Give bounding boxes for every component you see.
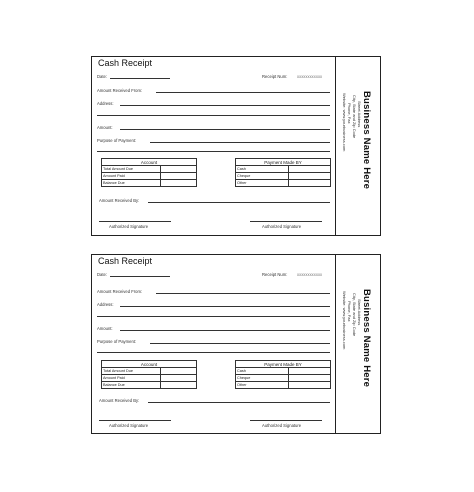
date-label: Date: [97,272,108,277]
receipt-num-label: Receipt Num: [262,272,288,277]
date-line[interactable] [110,276,170,277]
account-row-value[interactable] [161,368,197,375]
payment-row-label: Cheque [236,173,289,180]
business-city: City, State and Zip Code [352,95,357,139]
payment-row-value[interactable] [289,166,331,173]
cash-receipt-2 [91,254,381,434]
signature-line-left[interactable] [99,420,171,421]
business-street: Street Address [357,299,362,326]
business-name-text: Business Name Here [361,289,372,388]
receipt-title: Cash Receipt [98,256,153,266]
table-row [102,166,197,173]
purpose-line-2[interactable] [97,151,330,152]
receipt-main-section [92,57,335,235]
payment-row-value[interactable] [289,375,331,382]
account-row-value[interactable] [161,382,197,389]
table-row [102,173,197,180]
account-row-value[interactable] [161,180,197,187]
account-row-label: Balance Due [102,180,161,187]
date-line[interactable] [110,78,170,79]
business-stub [335,255,381,433]
purpose-line-2[interactable] [97,352,330,353]
business-phone: Phone, Fax [347,301,352,322]
account-header: Account [102,361,197,368]
received-by-line[interactable] [148,202,330,203]
received-by-line[interactable] [148,402,330,403]
cash-receipt-1 [91,56,381,236]
business-city: City, State and Zip Code [352,293,357,337]
table-row [236,368,331,375]
payment-row-label: Other [236,180,289,187]
table-row [236,382,331,389]
account-row-label: Total Amount Due [102,166,161,173]
account-row-label: Amount Paid [102,375,161,382]
payment-header: Payment Made BY [236,159,331,166]
purpose-label: Purpose of Payment: [97,138,137,143]
payment-header: Payment Made BY [236,361,331,368]
receipt-num-label: Receipt Num: [262,74,288,79]
receipt-main-section [92,255,335,433]
account-row-value[interactable] [161,173,197,180]
signature-line-right[interactable] [250,420,322,421]
payment-row-value[interactable] [289,173,331,180]
purpose-line-1[interactable] [150,142,330,143]
account-row-label: Balance Due [102,382,161,389]
address-label: Address: [97,302,114,307]
payment-row-label: Cash [236,368,289,375]
account-table [101,158,197,187]
business-website: Website: www.yourbusiness.com [342,291,347,350]
payment-row-value[interactable] [289,368,331,375]
received-by-label: Amount Received By: [99,198,140,203]
table-row [236,173,331,180]
received-by-label: Amount Received By: [99,398,140,403]
amount-line[interactable] [120,129,330,130]
address-line-2[interactable] [97,316,330,317]
business-website: Website: www.yourbusiness.com [342,93,347,152]
account-row-label: Amount Paid [102,173,161,180]
receipt-num-value: xxxxxxxxxxxx [297,74,323,79]
signature-label-left: Authorized Signature [109,224,149,229]
signature-label-right: Authorized Signature [262,423,302,428]
signature-label-left: Authorized Signature [109,423,149,428]
business-stub [335,57,381,235]
business-phone: Phone, Fax [347,103,352,124]
payment-row-label: Other [236,382,289,389]
payment-table [235,158,331,187]
payment-table [235,360,331,389]
amount-line[interactable] [120,330,330,331]
purpose-line-1[interactable] [150,343,330,344]
table-row [102,382,197,389]
payment-row-label: Cheque [236,375,289,382]
amount-label: Amount: [97,326,113,331]
account-row-value[interactable] [161,166,197,173]
amount-received-from-line[interactable] [156,293,330,294]
account-row-value[interactable] [161,375,197,382]
receipt-title: Cash Receipt [98,58,153,68]
amount-received-from-line[interactable] [156,92,330,93]
signature-line-right[interactable] [250,221,322,222]
date-label: Date: [97,74,108,79]
payment-row-value[interactable] [289,180,331,187]
business-name-text: Business Name Here [361,91,372,190]
table-row [236,180,331,187]
table-row [102,375,197,382]
table-row [236,166,331,173]
amount-received-from-label: Amount Received From: [97,289,143,294]
payment-row-value[interactable] [289,382,331,389]
account-header: Account [102,159,197,166]
table-row [236,375,331,382]
address-line-2[interactable] [97,115,330,116]
payment-row-label: Cash [236,166,289,173]
amount-received-from-label: Amount Received From: [97,88,143,93]
table-row [102,180,197,187]
amount-label: Amount: [97,125,113,130]
signature-label-right: Authorized Signature [262,224,302,229]
purpose-label: Purpose of Payment: [97,339,137,344]
signature-line-left[interactable] [99,221,171,222]
table-row [102,368,197,375]
business-street: Street Address [357,101,362,128]
receipt-num-value: xxxxxxxxxxxx [297,272,323,277]
address-line-1[interactable] [120,105,330,106]
account-table [101,360,197,389]
address-line-1[interactable] [120,306,330,307]
address-label: Address: [97,101,114,106]
account-row-label: Total Amount Due [102,368,161,375]
